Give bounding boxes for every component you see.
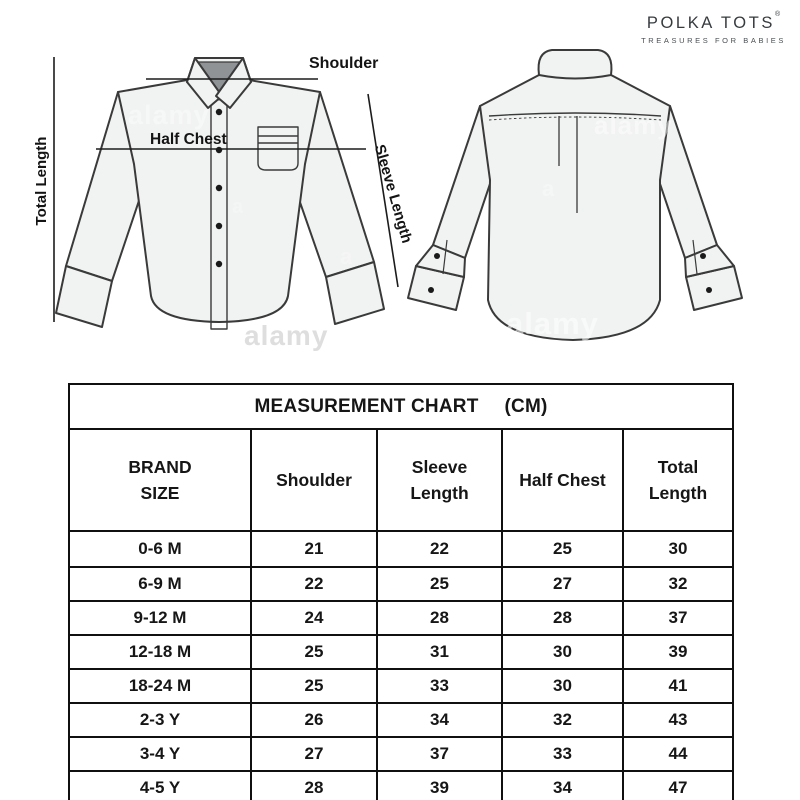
size-cell: 18-24 M — [69, 669, 251, 703]
table-row — [69, 531, 733, 567]
table-header-row — [69, 429, 733, 531]
table-row — [69, 601, 733, 635]
shoulder-cell: 24 — [251, 601, 377, 635]
column-header-half-chest: Half Chest — [502, 429, 623, 531]
table-row — [69, 703, 733, 737]
sleeve-length-cell: 31 — [377, 635, 502, 669]
brand-name: POLKA TOTS® — [646, 11, 781, 32]
size-cell: 9-12 M — [69, 601, 251, 635]
sleeve-length-cell: 28 — [377, 601, 502, 635]
half-chest-cell: 28 — [502, 601, 623, 635]
half-chest-cell: 27 — [502, 567, 623, 601]
total-length-cell: 43 — [623, 703, 733, 737]
half-chest-cell: 33 — [502, 737, 623, 771]
measurement-table — [68, 383, 734, 800]
table-row — [69, 771, 733, 800]
table-row — [69, 669, 733, 703]
sleeve-length-cell: 37 — [377, 737, 502, 771]
shoulder-cell: 28 — [251, 771, 377, 800]
total-length-cell: 30 — [623, 531, 733, 567]
table-title-row — [69, 384, 733, 429]
half-chest-cell: 25 — [502, 531, 623, 567]
table-row — [69, 737, 733, 771]
total-length-cell: 41 — [623, 669, 733, 703]
half-chest-label: Half Chest — [150, 131, 227, 148]
total-length-cell: 47 — [623, 771, 733, 800]
registered-trademark-icon: ® — [775, 11, 781, 18]
size-cell: 2-3 Y — [69, 703, 251, 737]
shoulder-label: Shoulder — [309, 55, 379, 72]
total-length-cell: 37 — [623, 601, 733, 635]
shoulder-cell: 27 — [251, 737, 377, 771]
shoulder-cell: 26 — [251, 703, 377, 737]
alamy-watermark: alamy — [594, 110, 673, 140]
shoulder-cell: 25 — [251, 635, 377, 669]
alamy-watermark-letter: a — [542, 176, 556, 201]
size-cell: 3-4 Y — [69, 737, 251, 771]
size-cell: 6-9 M — [69, 567, 251, 601]
shirt-measurement-diagram — [0, 0, 800, 380]
alamy-watermark: alamy — [128, 100, 210, 130]
alamy-watermark: alamy — [506, 306, 599, 341]
column-header-brand-size: BRAND SIZE — [69, 429, 251, 531]
column-header-shoulder: Shoulder — [251, 429, 377, 531]
shoulder-cell: 21 — [251, 531, 377, 567]
sleeve-length-cell: 33 — [377, 669, 502, 703]
column-header-sleeve-length: Sleeve Length — [377, 429, 502, 531]
table-unit: (CM) — [504, 395, 548, 417]
front-shirt-drawing — [56, 58, 384, 329]
sleeve-length-label: Sleeve Length — [370, 142, 416, 246]
brand-tagline: TREASURES FOR BABIES — [641, 36, 786, 45]
total-length-cell: 39 — [623, 635, 733, 669]
sleeve-length-cell: 22 — [377, 531, 502, 567]
half-chest-cell: 32 — [502, 703, 623, 737]
total-length-cell: 32 — [623, 567, 733, 601]
back-shirt-drawing — [408, 50, 742, 340]
table-row — [69, 567, 733, 601]
size-cell: 12-18 M — [69, 635, 251, 669]
half-chest-cell: 34 — [502, 771, 623, 800]
column-header-total-length: Total Length — [623, 429, 733, 531]
half-chest-cell: 30 — [502, 635, 623, 669]
brand-logo — [641, 11, 786, 45]
table-row — [69, 635, 733, 669]
sleeve-length-cell: 25 — [377, 567, 502, 601]
table-title: MEASUREMENT CHART (CM) — [69, 384, 733, 429]
sleeve-length-cell: 34 — [377, 703, 502, 737]
total-length-label: Total Length — [33, 136, 50, 226]
size-cell: 0-6 M — [69, 531, 251, 567]
size-cell: 4-5 Y — [69, 771, 251, 800]
alamy-watermark-letter: a — [340, 244, 354, 269]
half-chest-cell: 30 — [502, 669, 623, 703]
stand-collar — [539, 50, 612, 79]
alamy-watermark: alamy — [244, 320, 329, 351]
total-length-cell: 44 — [623, 737, 733, 771]
shoulder-cell: 22 — [251, 567, 377, 601]
shoulder-cell: 25 — [251, 669, 377, 703]
sleeve-length-cell: 39 — [377, 771, 502, 800]
alamy-watermark-letter: a — [232, 196, 245, 218]
